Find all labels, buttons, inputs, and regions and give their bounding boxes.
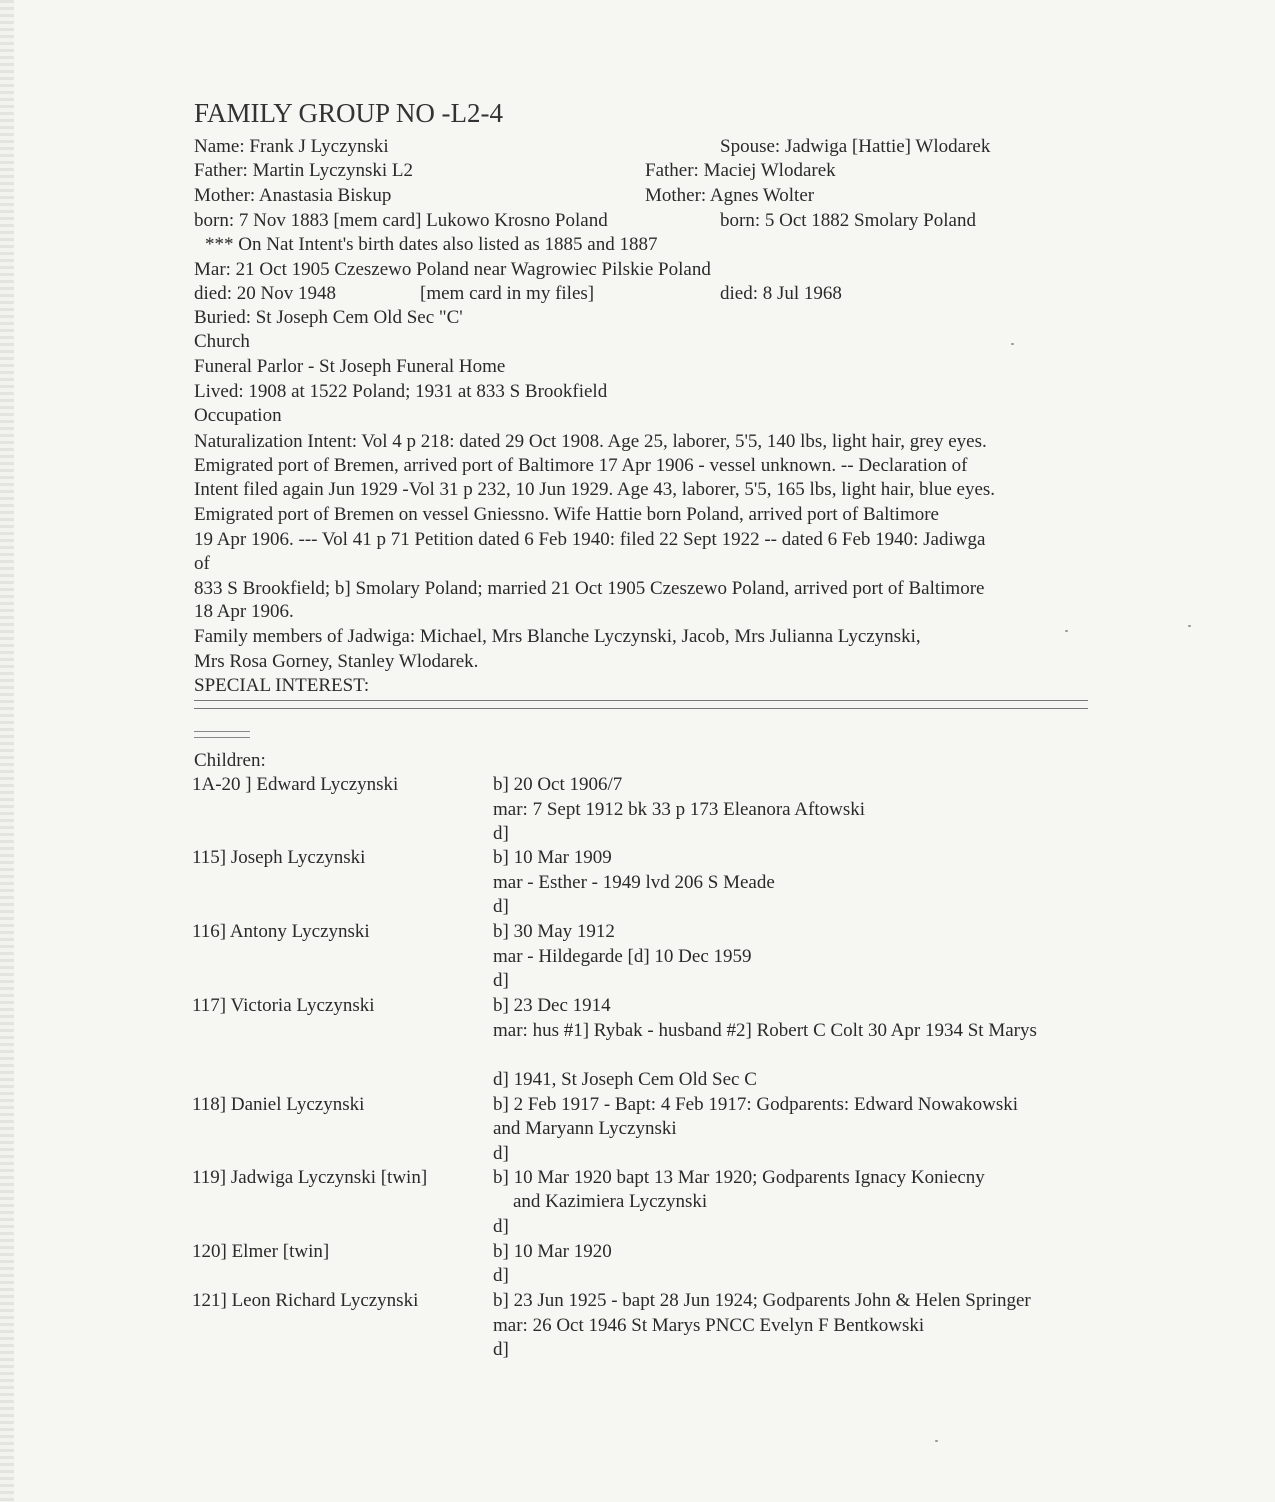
family-members-line: Family members of Jadwiga: Michael, Mrs Blanche Lyczynski, Jacob, Mrs Julianna Lyczynski, [194, 626, 921, 647]
name-line: Name: Frank J Lyczynski [194, 136, 389, 157]
child-marriage: mar: hus #1] Rybak - husband #2] Robert C Colt 30 Apr 1934 St Marys [493, 1020, 1037, 1041]
double-rule-separator-short [194, 731, 250, 738]
child-godparents: and Maryann Lyczynski [493, 1118, 677, 1139]
child-death: d] [493, 970, 509, 991]
spouse-father-line: Father: Maciej Wlodarek [645, 160, 836, 181]
child-name: 120] Elmer [twin] [192, 1241, 330, 1262]
child-marriage: mar - Esther - 1949 lvd 206 S Meade [493, 872, 775, 893]
father-line: Father: Martin Lyczynski L2 [194, 160, 413, 181]
birth-note-line: *** On Nat Intent's birth dates also listed as 1885 and 1887 [205, 234, 658, 255]
naturalization-line: Emigrated port of Bremen, arrived port of Baltimore 17 Apr 1906 - vessel unknown. -- Declaration of [194, 455, 968, 476]
child-name: 118] Daniel Lyczynski [192, 1094, 365, 1115]
child-birth: b] 30 May 1912 [493, 921, 615, 942]
child-birth: b] 20 Oct 1906/7 [493, 774, 623, 795]
scan-speck [935, 1440, 938, 1442]
child-death: d] [493, 1216, 509, 1237]
church-line: Church [194, 331, 250, 352]
children-heading: Children: [194, 750, 266, 771]
child-birth: b] 10 Mar 1920 bapt 13 Mar 1920; Godparents Ignacy Koniecny [493, 1167, 985, 1188]
child-name: 117] Victoria Lyczynski [192, 995, 375, 1016]
child-death: d] [493, 1265, 509, 1286]
child-death: d] [493, 1339, 509, 1360]
naturalization-line: of [194, 553, 210, 574]
naturalization-line: Intent filed again Jun 1929 -Vol 31 p 232, 10 Jun 1929. Age 43, laborer, 5'5, 165 lbs, light hair, blue eyes. [194, 479, 996, 500]
naturalization-line: 19 Apr 1906. --- Vol 41 p 71 Petition dated 6 Feb 1940: filed 22 Sept 1922 -- dated 6 Feb 1940: Jadiwga [194, 529, 986, 550]
child-death: d] [493, 823, 509, 844]
child-name: 1A-20 ] Edward Lyczynski [192, 774, 399, 795]
spouse-born-line: born: 5 Oct 1882 Smolary Poland [720, 210, 976, 231]
child-name: 121] Leon Richard Lyczynski [192, 1290, 419, 1311]
child-name: 116] Antony Lyczynski [192, 921, 370, 942]
buried-line: Buried: St Joseph Cem Old Sec "C' [194, 307, 463, 328]
funeral-parlor-line: Funeral Parlor - St Joseph Funeral Home [194, 356, 506, 377]
lived-line: Lived: 1908 at 1522 Poland; 1931 at 833 S Brookfield [194, 381, 608, 402]
born-line: born: 7 Nov 1883 [mem card] Lukowo Krosno Poland [194, 210, 608, 231]
spouse-mother-line: Mother: Agnes Wolter [645, 185, 815, 206]
naturalization-line: 833 S Brookfield; b] Smolary Poland; married 21 Oct 1905 Czeszewo Poland, arrived port of Baltimore [194, 578, 985, 599]
child-birth: b] 23 Jun 1925 - bapt 28 Jun 1924; Godparents John & Helen Springer [493, 1290, 1031, 1311]
scan-speck [1188, 625, 1191, 627]
naturalization-line: 18 Apr 1906. [194, 601, 294, 622]
family-members-line: Mrs Rosa Gorney, Stanley Wlodarek. [194, 651, 479, 672]
spouse-line: Spouse: Jadwiga [Hattie] Wlodarek [720, 136, 991, 157]
scan-speck [1065, 630, 1068, 632]
child-birth: b] 10 Mar 1920 [493, 1241, 612, 1262]
child-marriage: mar: 26 Oct 1946 St Marys PNCC Evelyn F Bentkowski [493, 1315, 925, 1336]
naturalization-line: Naturalization Intent: Vol 4 p 218: dated 29 Oct 1908. Age 25, laborer, 5'5, 140 lbs, light hair, grey eyes. [194, 431, 987, 452]
page-title: FAMILY GROUP NO -L2-4 [194, 98, 504, 128]
married-line: Mar: 21 Oct 1905 Czeszewo Poland near Wagrowiec Pilskie Poland [194, 259, 711, 280]
child-death: d] 1941, St Joseph Cem Old Sec C [493, 1069, 757, 1090]
child-name: 115] Joseph Lyczynski [192, 847, 366, 868]
child-birth: b] 23 Dec 1914 [493, 995, 611, 1016]
occupation-line: Occupation [194, 405, 282, 426]
scan-speck [1011, 343, 1014, 345]
special-interest-line: SPECIAL INTEREST: [194, 675, 370, 696]
child-marriage: mar: 7 Sept 1912 bk 33 p 173 Eleanora Aftowski [493, 799, 866, 820]
child-death: d] [493, 896, 509, 917]
child-godparents: and Kazimiera Lyczynski [513, 1191, 708, 1212]
child-birth: b] 10 Mar 1909 [493, 847, 612, 868]
child-birth: b] 2 Feb 1917 - Bapt: 4 Feb 1917: Godparents: Edward Nowakowski [493, 1094, 1019, 1115]
child-marriage: mar - Hildegarde [d] 10 Dec 1959 [493, 946, 752, 967]
child-name: 119] Jadwiga Lyczynski [twin] [192, 1167, 428, 1188]
double-rule-separator [194, 700, 1088, 709]
mother-line: Mother: Anastasia Biskup [194, 185, 392, 206]
child-death: d] [493, 1143, 509, 1164]
died-line: died: 20 Nov 1948 [194, 283, 336, 304]
spouse-died-line: died: 8 Jul 1968 [720, 283, 842, 304]
died-note: [mem card in my files] [420, 283, 595, 304]
naturalization-line: Emigrated port of Bremen on vessel Gniessno. Wife Hattie born Poland, arrived port of Baltimore [194, 504, 939, 525]
